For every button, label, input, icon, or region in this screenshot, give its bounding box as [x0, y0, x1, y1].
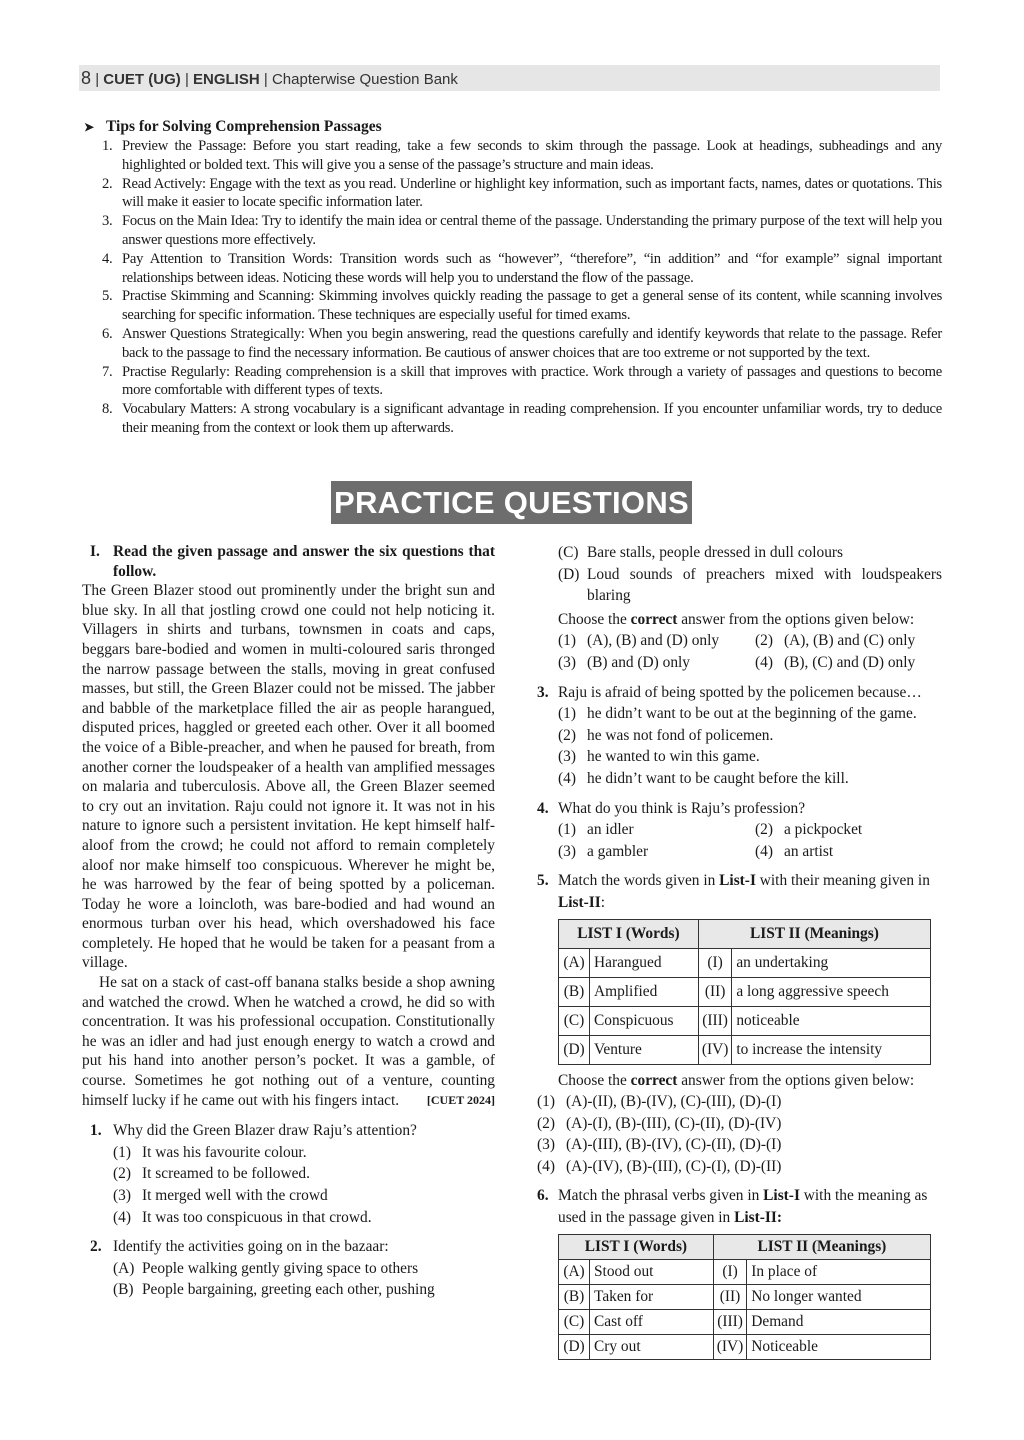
left-column — [82, 542, 495, 1301]
table-row — [559, 977, 931, 1006]
tip-text: Practise Regularly: Reading comprehension is a skill that improves with practice. Work through a variety of passages and questions to become more comfortable with different types of texts. — [122, 363, 942, 399]
option-text: an artist — [784, 842, 834, 860]
statement-text: Loud sounds of preachers mixed with loudspeakers blaring — [587, 565, 942, 605]
option-text: an idler — [587, 821, 634, 839]
question-text: Why did the Green Blazer draw Raju’s attention? — [113, 1122, 417, 1140]
question-1 — [82, 1120, 495, 1228]
tip-item — [84, 325, 942, 363]
instruction-emphasis: correct — [630, 610, 678, 628]
arrowhead-bullet-icon: ➤ — [84, 120, 95, 134]
instruction-text: Choose the — [558, 610, 631, 628]
option[interactable] — [558, 768, 942, 790]
question-text-emphasis: List-II — [558, 893, 601, 911]
tips-title-text: Tips for Solving Comprehension Passages — [106, 118, 382, 135]
option-number: (2) — [755, 821, 773, 839]
match-table — [558, 1234, 931, 1360]
question-text-part: with their meaning given in — [755, 872, 930, 890]
answer-options — [537, 1091, 942, 1177]
statement-text: Bare stalls, people dressed in dull colours — [587, 544, 844, 561]
question-text-emphasis: List-I — [719, 872, 756, 890]
passage-paragraph — [82, 973, 495, 1110]
question-number: 3. — [537, 683, 549, 701]
option[interactable] — [558, 630, 755, 652]
tip-number: 4. — [102, 250, 113, 267]
list2-meaning: a long aggressive speech — [732, 977, 931, 1006]
option-text: (A)-(I), (B)-(III), (C)-(II), (D)-(IV) — [566, 1114, 782, 1132]
table-row — [559, 1035, 931, 1064]
list2-label: (I) — [698, 948, 732, 977]
tip-item — [84, 400, 942, 438]
header-exam: CUET (UG) — [103, 71, 181, 88]
list2-meaning: No longer wanted — [747, 1284, 931, 1309]
question-number: 1. — [90, 1122, 102, 1140]
list2-meaning: Demand — [747, 1309, 931, 1334]
right-column — [537, 542, 942, 1365]
option-text: It was his favourite colour. — [142, 1143, 307, 1161]
question-text: Identify the activities going on in the bazaar: — [113, 1238, 389, 1256]
statement-text: People bargaining, greeting each other, pushing — [142, 1281, 435, 1299]
option-number: (3) — [113, 1187, 131, 1204]
list1-word: Conspicuous — [590, 1006, 699, 1035]
list1-word: Cry out — [590, 1334, 714, 1359]
option-text: It was too conspicuous in that crowd. — [142, 1208, 372, 1226]
option[interactable] — [537, 1091, 942, 1113]
practice-questions-banner: PRACTICE QUESTIONS — [331, 481, 692, 524]
table-row — [559, 1284, 931, 1309]
option-number: (4) — [537, 1157, 555, 1175]
tip-text: Vocabulary Matters: A strong vocabulary is a significant advantage in reading comprehension. If you encounter unfamiliar words, try to deduce their meaning from the context or look them up afterwards. — [122, 401, 942, 436]
column-header: LIST II (Meanings) — [698, 919, 930, 948]
option-text: he wanted to win this game. — [587, 748, 760, 766]
statement-label: (A) — [113, 1259, 135, 1277]
statement-label: (D) — [558, 565, 580, 583]
list1-word: Stood out — [590, 1259, 714, 1284]
question-text-part: Match the words given in — [558, 872, 720, 890]
list2-label: (III) — [713, 1309, 747, 1334]
option-number: (4) — [755, 653, 773, 671]
question-3 — [537, 682, 942, 790]
passage-paragraph: The Green Blazer stood out prominently under the bright sun and blue sky. In all that jostling crowd one could not help noticing it. Villagers in shirts and turbans, townsmen in coats and caps, beggars bare-bodied and women in multi-coloured saris thronged the narrow passage between the stalls, moving in great confused masses, but still, the Green Blazer could not be missed. The jabber and babble of the marketplace filled the air as people harangued, disputed prices, haggled or greeted each other. Over it all boomed the voice of a Bible-preacher, and when he paused for breath, from another corner the loudspeaker of a health van amplified messages on malaria and tuberculosis. Above all, the Green Blazer seemed to cry out an invitation. Raju could not ignore it. It was not in his nature to ignore such a persistent invitation. He kept himself half-aloof from the crowd; he could not afford to remain completely aloof nor make himself too conspicuous. Wherever he might be, he was harrowed by the fear of being spotted by a policeman. Today he wore a loincloth, was bare-bodied and had wound an enormous turban over his head, which overshadowed his face completely. He hoped that he would be taken for a peasant from a village. — [82, 582, 495, 972]
tip-number: 1. — [102, 138, 113, 154]
list1-word: Amplified — [590, 977, 699, 1006]
list1-label: (A) — [559, 948, 590, 977]
option[interactable] — [755, 841, 942, 863]
option-text: (B) and (D) only — [587, 653, 691, 671]
question-text: Raju is afraid of being spotted by the policemen because… — [558, 683, 922, 701]
option[interactable] — [755, 630, 942, 652]
page-number: 8 — [81, 68, 92, 88]
option[interactable] — [558, 819, 755, 841]
source-citation: [CUET 2024] — [426, 1092, 495, 1107]
tip-number: 8. — [102, 401, 113, 418]
tip-item — [84, 250, 942, 288]
tip-text: Preview the Passage: Before you start reading, take a few seconds to skim through the passage. Look at headings, subheadings and any highlighted or bolded text. This will give you a sense of the passage’s structure and main ideas. — [122, 138, 942, 173]
tip-text: Read Actively: Engage with the text as you read. Underline or highlight key information, such as important facts, names, dates or quotations. This will make it easier to locate specific information later. — [122, 175, 942, 211]
question-text — [558, 870, 942, 913]
list1-label: (B) — [559, 977, 590, 1006]
table-header-row — [559, 1234, 931, 1259]
option-text: he didn’t want to be out at the beginning of the game. — [587, 705, 917, 723]
option[interactable] — [113, 1163, 495, 1185]
option[interactable] — [558, 703, 942, 725]
tip-number: 5. — [102, 288, 113, 305]
option-number: (1) — [558, 705, 576, 723]
section-number: I. — [90, 543, 100, 560]
list2-label: (IV) — [698, 1035, 732, 1064]
tip-number: 6. — [102, 325, 113, 342]
list2-label: (III) — [698, 1006, 732, 1035]
option[interactable] — [537, 1113, 942, 1135]
tip-item — [84, 137, 942, 175]
tip-item — [84, 212, 942, 250]
instruction-text: answer from the options given below: — [677, 1071, 915, 1089]
question-2 — [82, 1236, 495, 1301]
list1-word: Venture — [590, 1035, 699, 1064]
option-number: (3) — [558, 748, 576, 766]
option-text: It screamed to be followed. — [142, 1165, 310, 1183]
header-separator: | — [95, 71, 100, 88]
question-number: 6. — [537, 1187, 549, 1205]
list1-label: (D) — [559, 1334, 590, 1359]
statement — [558, 564, 942, 607]
question-text-part: with the meaning as used in the passage given in — [558, 1187, 928, 1227]
question-number: 2. — [90, 1238, 102, 1256]
list2-label: (II) — [713, 1284, 747, 1309]
tip-text: Focus on the Main Idea: Try to identify the main idea or central theme of the passage. Understanding the primary purpose of the text will help you answer questions more effectively. — [122, 213, 942, 248]
option-number: (2) — [755, 632, 773, 650]
tips-section — [84, 117, 942, 438]
table-row — [559, 1006, 931, 1035]
header-separator: | — [184, 71, 189, 88]
list1-label: (D) — [559, 1035, 590, 1064]
passage-paragraph-text: He sat on a stack of cast-off banana stalks beside a shop awning and watched the crowd. When he watched a crowd, he did so with concentration. It was his professional occupation. Constitutionally he was an idler and had just enough energy to watch a crowd and put his hand into another person’s pocket. It was a gamble, of course. Sometimes he got nothing out of a venture, counting himself lucky if he came out with his fingers intact. — [82, 974, 495, 1109]
column-header: LIST II (Meanings) — [713, 1234, 930, 1259]
option-number: (3) — [537, 1136, 555, 1154]
list1-label: (A) — [559, 1259, 590, 1284]
question-text-part: : — [600, 893, 606, 911]
option[interactable] — [755, 652, 942, 674]
list2-label: (I) — [713, 1259, 747, 1284]
list1-word: Taken for — [590, 1284, 714, 1309]
option-number: (3) — [558, 842, 576, 860]
list2-label: (IV) — [713, 1334, 747, 1359]
statement — [558, 542, 942, 564]
answer-options — [558, 819, 942, 862]
list2-meaning: Noticeable — [747, 1334, 931, 1359]
option[interactable] — [558, 841, 755, 863]
list1-word: Harangued — [590, 948, 699, 977]
statement-label: (C) — [558, 544, 579, 561]
question-5 — [537, 870, 942, 1177]
option[interactable] — [113, 1142, 495, 1164]
option[interactable] — [113, 1185, 495, 1207]
option[interactable] — [558, 746, 942, 768]
list2-meaning: In place of — [747, 1259, 931, 1284]
option-text: (A), (B) and (C) only — [784, 632, 916, 650]
tip-number: 2. — [102, 175, 113, 192]
option-text: (A)-(II), (B)-(IV), (C)-(III), (D)-(I) — [566, 1093, 782, 1111]
list2-meaning: an undertaking — [732, 948, 931, 977]
tip-number: 3. — [102, 213, 113, 230]
list1-label: (C) — [559, 1309, 590, 1334]
table-row — [559, 1334, 931, 1359]
option-text: a pickpocket — [784, 821, 863, 839]
question-number: 4. — [537, 799, 549, 817]
list2-meaning: noticeable — [732, 1006, 931, 1035]
question-text-emphasis: List-II: — [734, 1209, 782, 1227]
option[interactable] — [755, 819, 942, 841]
answer-options — [558, 630, 942, 673]
header-book-title: Chapterwise Question Bank — [271, 71, 458, 88]
header-subject: ENGLISH — [193, 71, 260, 88]
option-number: (4) — [558, 769, 576, 787]
table-row — [559, 948, 931, 977]
option-number: (4) — [755, 842, 773, 860]
section-heading — [82, 542, 495, 581]
choose-instruction — [558, 609, 942, 631]
option-text: a gambler — [587, 842, 649, 860]
section-heading-text: Read the given passage and answer the six questions that follow. — [113, 543, 495, 580]
table-header-row — [559, 919, 931, 948]
tip-item — [84, 175, 942, 213]
option-text: he didn’t want to be caught before the kill. — [587, 769, 849, 787]
list2-meaning: to increase the intensity — [732, 1035, 931, 1064]
option-text: (A)-(IV), (B)-(III), (C)-(I), (D)-(II) — [566, 1157, 782, 1175]
tip-text: Answer Questions Strategically: When you begin answering, read the questions carefully and identify keywords that relate to the passage. Refer back to the passage to find the necessary information. Be cautious of answer choices that are too extreme or not supported by the text. — [122, 325, 942, 361]
option-number: (1) — [558, 632, 576, 650]
tip-item — [84, 287, 942, 325]
option-number: (1) — [113, 1143, 131, 1161]
option-number: (2) — [537, 1114, 555, 1132]
option[interactable] — [558, 725, 942, 747]
option-number: (1) — [537, 1093, 555, 1111]
match-table — [558, 919, 931, 1065]
question-text-part: Match the phrasal verbs given in — [558, 1187, 764, 1205]
question-text: What do you think is Raju’s profession? — [558, 799, 806, 817]
question-text-emphasis: List-I — [763, 1187, 800, 1205]
statement — [113, 1279, 495, 1301]
statement — [113, 1258, 495, 1280]
choose-instruction — [558, 1070, 942, 1092]
question-6 — [537, 1185, 942, 1359]
question-text — [558, 1185, 942, 1228]
list1-word: Cast off — [590, 1309, 714, 1334]
option-text: (A)-(III), (B)-(IV), (C)-(II), (D)-(I) — [566, 1136, 782, 1154]
passage — [82, 581, 495, 1110]
option[interactable] — [537, 1156, 942, 1178]
option-number: (3) — [558, 653, 576, 671]
column-header: LIST I (Words) — [559, 919, 699, 948]
column-header: LIST I (Words) — [559, 1234, 714, 1259]
question-4 — [537, 798, 942, 863]
option-text: he was not fond of policemen. — [587, 726, 774, 744]
table-row — [559, 1259, 931, 1284]
instruction-text: answer from the options given below: — [677, 610, 915, 628]
list1-label: (C) — [559, 1006, 590, 1035]
option-number: (1) — [558, 821, 576, 839]
tip-item — [84, 363, 942, 401]
tips-list — [84, 137, 942, 438]
question-number: 5. — [537, 872, 549, 890]
option-text: It merged well with the crowd — [142, 1187, 328, 1204]
running-header — [79, 65, 940, 91]
option-text: (B), (C) and (D) only — [784, 653, 916, 671]
tip-text: Pay Attention to Transition Words: Transition words such as “however”, “therefore”, “in addition” and “for example” signal important relationships between ideas. Noticing these words will help you to understand the flow of the passage. — [122, 250, 942, 286]
header-separator: | — [263, 71, 268, 88]
statement-text: People walking gently giving space to others — [142, 1259, 419, 1277]
option[interactable] — [537, 1134, 942, 1156]
instruction-emphasis: correct — [630, 1071, 678, 1089]
option-number: (2) — [113, 1165, 131, 1183]
question-2-continued — [537, 542, 942, 674]
instruction-text: Choose the — [558, 1071, 631, 1089]
option-number: (2) — [558, 726, 576, 744]
tip-number: 7. — [102, 363, 113, 380]
list1-label: (B) — [559, 1284, 590, 1309]
statement-label: (B) — [113, 1281, 134, 1299]
option-text: (A), (B) and (D) only — [587, 632, 720, 650]
list2-label: (II) — [698, 977, 732, 1006]
option[interactable] — [558, 652, 755, 674]
option[interactable] — [113, 1207, 495, 1229]
table-row — [559, 1309, 931, 1334]
tip-text: Practise Skimming and Scanning: Skimming involves quickly reading the passage to get a general sense of its content, while scanning involves searching for specific information. These techniques are especially useful for timed exams. — [122, 288, 942, 324]
tips-heading — [84, 117, 942, 137]
option-number: (4) — [113, 1208, 131, 1226]
